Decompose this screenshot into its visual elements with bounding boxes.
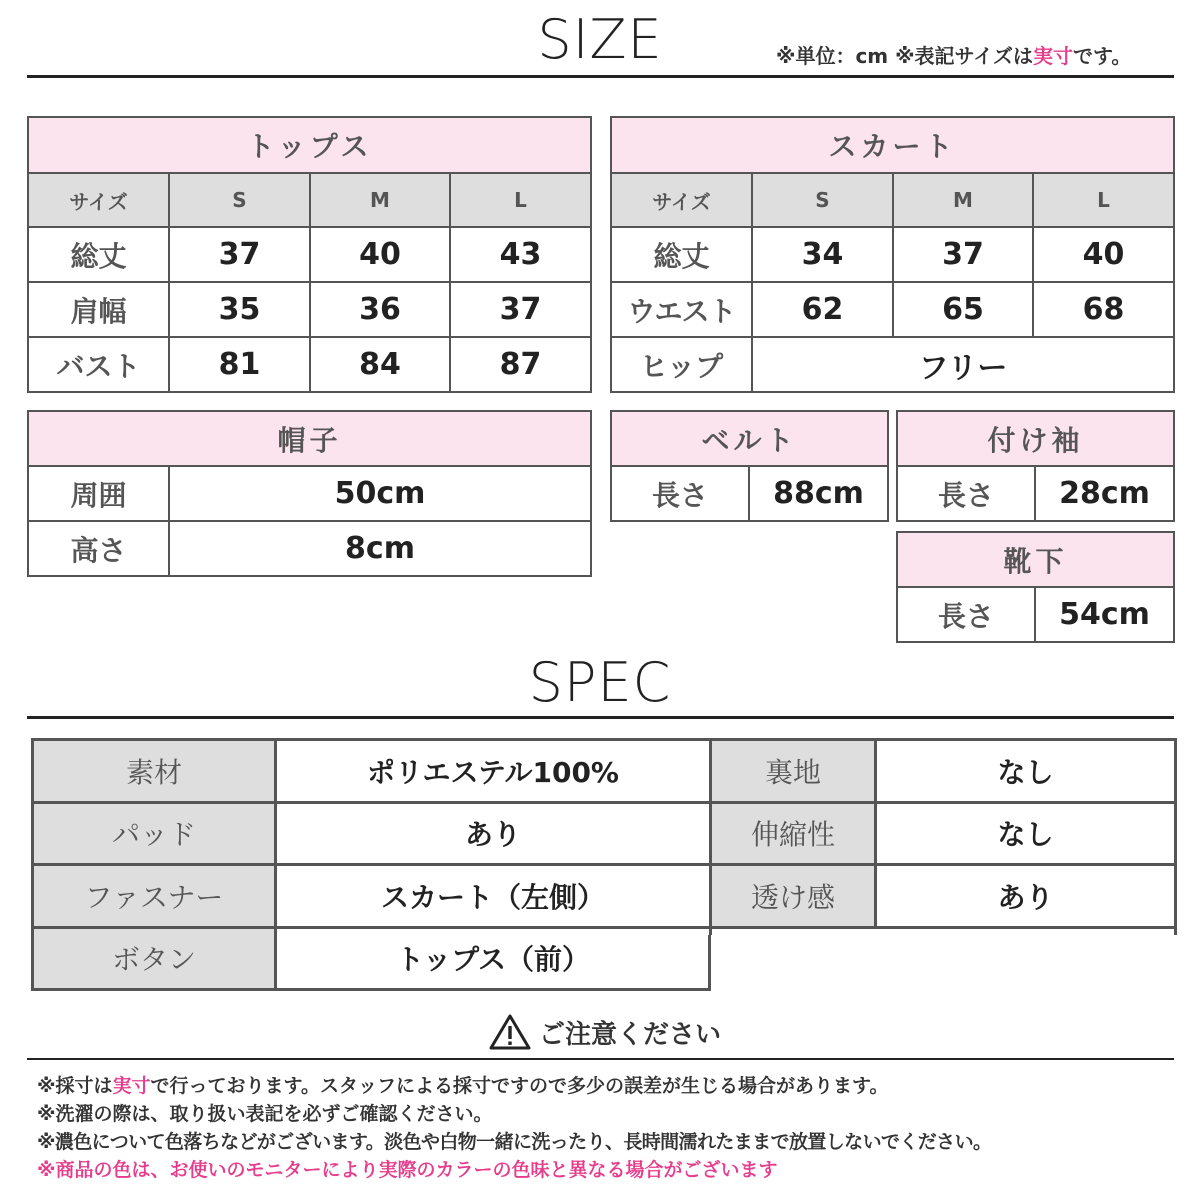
tops-cell: 36 bbox=[310, 282, 450, 337]
hat-cell: 50cm bbox=[169, 466, 591, 521]
socks-table bbox=[896, 531, 1175, 643]
caution-heading bbox=[470, 1010, 740, 1054]
unit-note-highlight: 実寸 bbox=[1032, 44, 1073, 68]
belt-header: ベルト bbox=[611, 411, 888, 466]
hat-cell: 8cm bbox=[169, 521, 591, 576]
skirt-cell: 37 bbox=[893, 227, 1033, 282]
skirt-cell: 68 bbox=[1033, 282, 1174, 337]
socks-value: 54cm bbox=[1035, 587, 1174, 642]
tops-cell: 81 bbox=[169, 337, 310, 392]
tops-size-m: M bbox=[310, 173, 450, 227]
tops-table bbox=[27, 116, 592, 393]
spec-button-value: トップス（前） bbox=[277, 929, 709, 989]
spec-fastener-label: ファスナー bbox=[34, 866, 274, 926]
note-4: ※商品の色は、お使いのモニターにより実際のカラーの色味と異なる場合がございます bbox=[37, 1159, 778, 1181]
skirt-size-label: サイズ bbox=[611, 173, 752, 227]
skirt-size-l: L bbox=[1033, 173, 1174, 227]
spec-stretch-value: なし bbox=[877, 804, 1174, 864]
sleeves-table bbox=[896, 410, 1175, 522]
spec-material-label: 素材 bbox=[34, 741, 274, 801]
spec-fastener-value: スカート（左側） bbox=[277, 866, 709, 926]
spec-button-label: ボタン bbox=[34, 929, 274, 989]
tops-cell: 37 bbox=[450, 282, 591, 337]
caution-notes bbox=[37, 1072, 1187, 1184]
spec-empty-area bbox=[711, 935, 1186, 995]
socks-header: 靴下 bbox=[897, 532, 1174, 587]
sleeves-header: 付け袖 bbox=[897, 411, 1174, 466]
tops-row-label: 肩幅 bbox=[28, 282, 169, 337]
tops-size-label: サイズ bbox=[28, 173, 169, 227]
tops-header: トップス bbox=[28, 117, 591, 173]
sleeves-value: 28cm bbox=[1035, 466, 1174, 521]
spec-sheer-label: 透け感 bbox=[712, 866, 874, 926]
spec-title: SPEC bbox=[528, 651, 672, 714]
tops-row-label: バスト bbox=[28, 337, 169, 392]
skirt-cell: 65 bbox=[893, 282, 1033, 337]
skirt-row-label: 総丈 bbox=[611, 227, 752, 282]
tops-size-s: S bbox=[169, 173, 310, 227]
unit-note bbox=[776, 40, 1196, 69]
skirt-size-s: S bbox=[752, 173, 893, 227]
skirt-header: スカート bbox=[611, 117, 1174, 173]
note-1-suffix: で行っております。スタッフによる採寸ですので多少の誤差が生じる場合があります。 bbox=[150, 1075, 889, 1097]
tops-cell: 43 bbox=[450, 227, 591, 282]
spec-pad-value: あり bbox=[277, 804, 709, 864]
tops-row-label: 総丈 bbox=[28, 227, 169, 282]
spec-sheer-value: あり bbox=[877, 866, 1174, 926]
caution-divider bbox=[27, 1058, 1174, 1060]
note-2: ※洗濯の際は、取り扱い表記を必ずご確認ください。 bbox=[37, 1103, 493, 1125]
tops-cell: 37 bbox=[169, 227, 310, 282]
note-1 bbox=[37, 1072, 1187, 1100]
hat-header: 帽子 bbox=[28, 411, 591, 466]
tops-cell: 35 bbox=[169, 282, 310, 337]
skirt-hip-value: フリー bbox=[752, 337, 1174, 392]
note-3: ※濃色について色落ちなどがございます。淡色や白物一緒に洗ったり、長時間濡れたままで放置しないでください。 bbox=[37, 1131, 992, 1153]
skirt-hip-label: ヒップ bbox=[611, 337, 752, 392]
skirt-table bbox=[610, 116, 1175, 393]
hat-row-label: 高さ bbox=[28, 521, 169, 576]
unit-note-prefix: ※単位：cm ※表記サイズは bbox=[776, 44, 1033, 68]
skirt-cell: 34 bbox=[752, 227, 893, 282]
socks-label: 長さ bbox=[897, 587, 1035, 642]
hat-row-label: 周囲 bbox=[28, 466, 169, 521]
sleeves-label: 長さ bbox=[897, 466, 1035, 521]
belt-table bbox=[610, 410, 889, 522]
warning-icon bbox=[489, 1013, 531, 1051]
spec-material-value: ポリエステル100% bbox=[277, 741, 709, 801]
size-title: SIZE bbox=[537, 8, 663, 71]
spec-pad-label: パッド bbox=[34, 804, 274, 864]
belt-label: 長さ bbox=[611, 466, 749, 521]
note-1-prefix: ※採寸は bbox=[37, 1075, 113, 1097]
unit-note-suffix: です。 bbox=[1072, 44, 1132, 68]
skirt-cell: 40 bbox=[1033, 227, 1174, 282]
size-divider bbox=[27, 75, 1174, 78]
hat-table bbox=[27, 410, 592, 577]
skirt-row-label: ウエスト bbox=[611, 282, 752, 337]
spec-divider bbox=[27, 716, 1174, 719]
spec-lining-value: なし bbox=[877, 741, 1174, 801]
tops-cell: 87 bbox=[450, 337, 591, 392]
note-1-highlight: 実寸 bbox=[112, 1075, 151, 1097]
caution-title: ご注意ください bbox=[538, 1019, 721, 1050]
spec-edge bbox=[708, 935, 711, 991]
spec-stretch-label: 伸縮性 bbox=[712, 804, 874, 864]
belt-value: 88cm bbox=[749, 466, 888, 521]
tops-size-l: L bbox=[450, 173, 591, 227]
skirt-cell: 62 bbox=[752, 282, 893, 337]
skirt-size-m: M bbox=[893, 173, 1033, 227]
spec-lining-label: 裏地 bbox=[712, 741, 874, 801]
tops-cell: 40 bbox=[310, 227, 450, 282]
tops-cell: 84 bbox=[310, 337, 450, 392]
